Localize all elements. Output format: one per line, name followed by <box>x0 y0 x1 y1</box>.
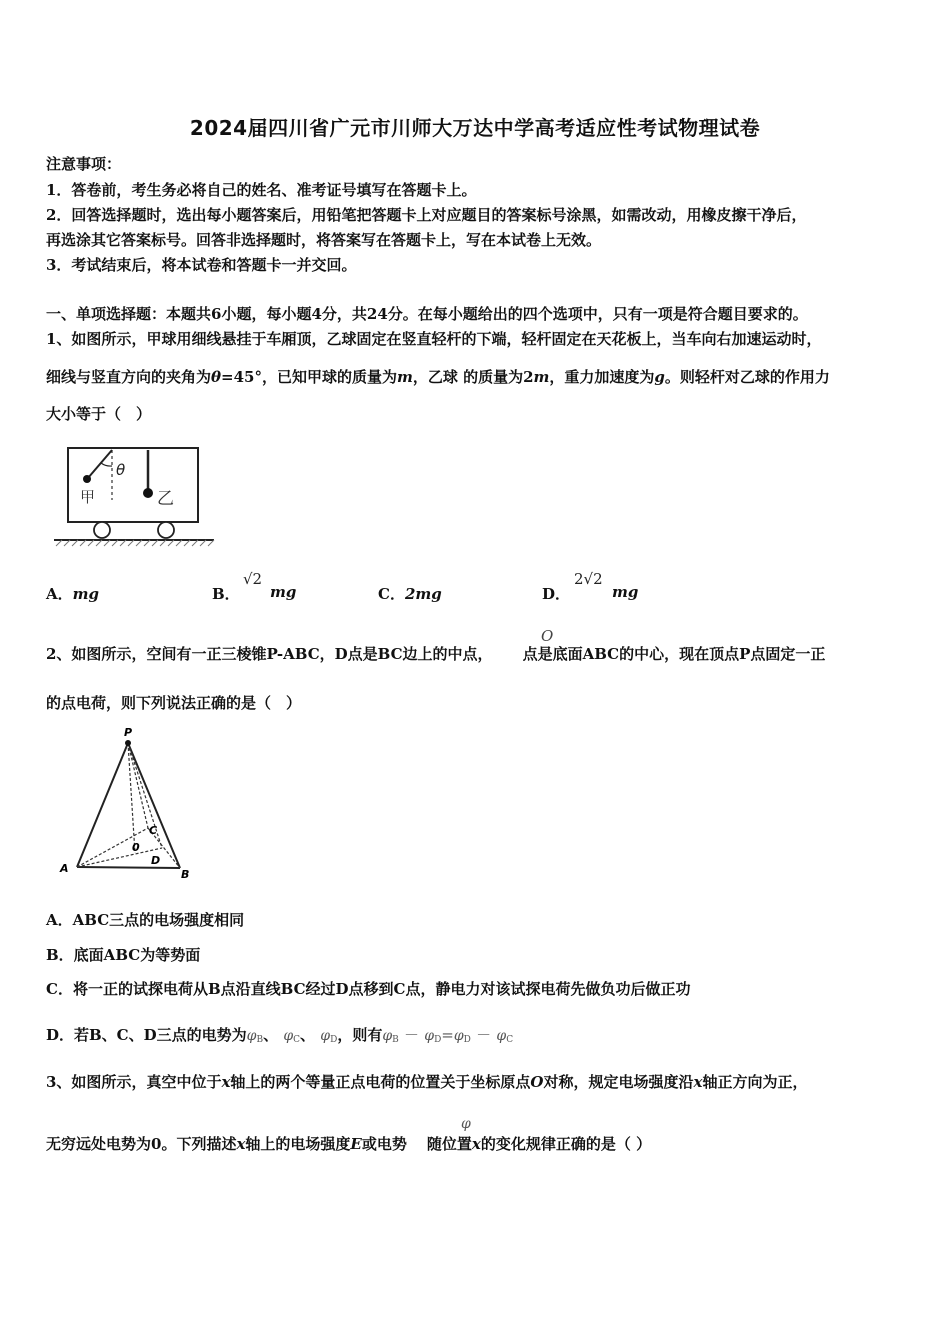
q3-line1-text-b: 轴上的两个等量正点电荷的位置关于坐标原点 <box>230 1073 531 1091</box>
q1-line3: 大小等于（ ） <box>46 405 152 423</box>
ball-yi-label: 乙 <box>157 489 174 509</box>
cart-body <box>68 448 198 522</box>
minus-1: － <box>404 1026 420 1044</box>
q2-option-a: A．ABC三点的电场强度相同 <box>46 911 245 929</box>
section-heading: 一、单项选择题：本题共6小题，每小题4分，共24分。在每小题给出的四个选项中，只有一项是符合题目要求的。 <box>46 305 808 323</box>
q1-option-b-label: B． <box>212 585 240 603</box>
q2-option-c: C．将一正的试探电荷从B点沿直线BC经过D点移到C点，静电力对该试探电荷先做负功后做正功 <box>46 980 691 998</box>
q1-line2-text-b: =45°，已知甲球的质量为 <box>221 368 397 386</box>
sub-d-2: D <box>434 1035 442 1045</box>
q1-option-d-mg: mg <box>612 583 639 601</box>
string-line <box>88 450 112 478</box>
q2-option-d <box>46 1024 513 1045</box>
q1-option-b-text <box>270 583 296 601</box>
q1-option-d-coef: 2√2 <box>574 570 603 588</box>
q1-line2-text-c: ，乙球 的质量为2 <box>412 368 534 386</box>
q3-line1-text-d: 轴正方向为正， <box>702 1073 808 1091</box>
q1-mass-m: m <box>396 368 413 386</box>
q3-line2-text-a: 无穷远处电势为0。下列描述 <box>46 1135 237 1153</box>
page-title: 2024届四川省广元市川师大万达中学高考适应性考试物理试卷 <box>189 116 761 140</box>
angle-arc <box>101 463 112 466</box>
ball-yi <box>143 488 153 498</box>
q1-option-d-label: D． <box>542 585 571 603</box>
q3-line2-text-d: 随位置 <box>426 1135 472 1153</box>
q3-x-4: x <box>471 1135 481 1153</box>
equals: = <box>441 1026 454 1044</box>
hidden-edges <box>77 743 180 868</box>
q1-line2 <box>46 366 830 387</box>
sep-1: 、 <box>263 1026 279 1044</box>
label-d: D <box>151 854 161 867</box>
edge-ab <box>77 867 180 868</box>
notice-item-2: 2．回答选择题时，选出每小题答案后，用铅笔把答题卡上对应题目的答案标号涂黑，如需改动，用橡皮擦干净后， <box>46 206 807 224</box>
q1-line2-text-a: 细线与竖直方向的夹角为 <box>46 368 212 386</box>
q3-line1 <box>46 1071 807 1092</box>
q2-option-b: B．底面ABC为等势面 <box>46 946 201 964</box>
q1-option-b-mg: mg <box>270 583 297 601</box>
q1-option-d <box>542 583 570 604</box>
q3-field-e: E <box>350 1135 362 1153</box>
q1-line2-text-e: 。则轻杆对乙球的作用力 <box>664 368 830 386</box>
q1-option-c <box>378 583 442 604</box>
phi-c: φ <box>283 1028 294 1044</box>
minus-2: － <box>476 1026 492 1044</box>
theta-label: θ <box>116 461 126 479</box>
phi-b: φ <box>246 1028 257 1044</box>
q2-line1-text-b: 点是底面ABC的中心，现在顶点P点固定一正 <box>522 645 826 663</box>
cart-wheel-right <box>158 522 174 538</box>
q1-option-d-text <box>612 583 638 601</box>
edge-pa <box>77 743 128 867</box>
q2-line1-text-a: 2、如图所示，空间有一正三棱锥P-ABC，D点是BC边上的中点， <box>46 645 493 663</box>
phi-d-3: φ <box>453 1028 464 1044</box>
q2-option-d-text-b: ，则有 <box>337 1026 383 1044</box>
q3-line2-text-c: 或电势 <box>361 1135 407 1153</box>
q1-option-b-coef: √2 <box>243 570 263 588</box>
ball-jia <box>83 475 91 483</box>
cart-wheel-left <box>94 522 110 538</box>
sub-b-2: B <box>392 1035 399 1045</box>
q2-pyramid-figure <box>54 724 200 884</box>
q3-x-1: x <box>221 1073 231 1091</box>
q1-option-c-label: C． <box>378 585 405 603</box>
label-p: P <box>124 726 133 739</box>
phi-c-2: φ <box>496 1028 507 1044</box>
q1-option-a-label: A． <box>46 585 73 603</box>
label-o: 0 <box>132 841 140 854</box>
q1-theta-symbol: θ <box>211 368 222 386</box>
label-b: B <box>181 868 190 881</box>
q3-x-3: x <box>236 1135 246 1153</box>
sub-d: D <box>330 1035 338 1045</box>
q3-line1-text-a: 3、如图所示，真空中位于 <box>46 1073 222 1091</box>
sub-c-2: C <box>506 1035 514 1045</box>
q1-mass-2m: m <box>533 368 550 386</box>
q3-origin-o: O <box>530 1073 544 1091</box>
notice-heading: 注意事项： <box>46 155 122 173</box>
sub-b: B <box>256 1035 264 1045</box>
sub-c: C <box>293 1035 301 1045</box>
q3-line2-text-b: 轴上的电场强度 <box>245 1135 351 1153</box>
ball-jia-label: 甲 <box>80 488 96 506</box>
notice-item-1: 1．答卷前，考生务必将自己的姓名、准考证号填写在答题卡上。 <box>46 181 477 199</box>
q2-line1 <box>46 643 825 664</box>
q1-line1: 1、如图所示，甲球用细线悬挂于车厢顶，乙球固定在竖直轻杆的下端，轻杆固定在天花板上，当车向右加速运动时， <box>46 330 822 348</box>
q1-option-a-text: mg <box>72 585 100 603</box>
q1-option-c-text: 2mg <box>404 585 442 603</box>
q1-gravity-g: g <box>654 368 665 386</box>
q1-option-a <box>46 583 99 604</box>
q3-line2 <box>46 1133 651 1154</box>
label-a: A <box>60 862 69 875</box>
phi-d-2: φ <box>424 1028 435 1044</box>
sep-2: 、 <box>300 1026 316 1044</box>
q1-option-b <box>212 583 240 604</box>
q3-line2-text-e: 的变化规律正确的是（ ） <box>480 1135 652 1153</box>
q1-cart-figure <box>52 444 218 548</box>
q2-line2: 的点电荷，则下列说法正确的是（ ） <box>46 694 302 712</box>
label-c: C <box>149 824 158 837</box>
phi-b-2: φ <box>382 1028 393 1044</box>
q2-option-d-text-a: D．若B、C、D三点的电势为 <box>46 1026 247 1044</box>
phi-d: φ <box>320 1028 331 1044</box>
notice-item-3: 3．考试结束后，将本试卷和答题卡一并交回。 <box>46 256 357 274</box>
q3-phi-symbol: φ <box>461 1116 471 1132</box>
vertex-p <box>125 740 131 746</box>
q3-line1-text-c: 对称，规定电场强度沿 <box>543 1073 694 1091</box>
sub-d-3: D <box>463 1035 471 1045</box>
q3-x-2: x <box>693 1073 703 1091</box>
q1-line2-text-d: ，重力加速度为 <box>549 368 655 386</box>
notice-item-2-cont: 再选涂其它答案标号。回答非选择题时，将答案写在答题卡上，写在本试卷上无效。 <box>46 231 602 249</box>
q2-center-o-symbol: O <box>541 627 554 645</box>
